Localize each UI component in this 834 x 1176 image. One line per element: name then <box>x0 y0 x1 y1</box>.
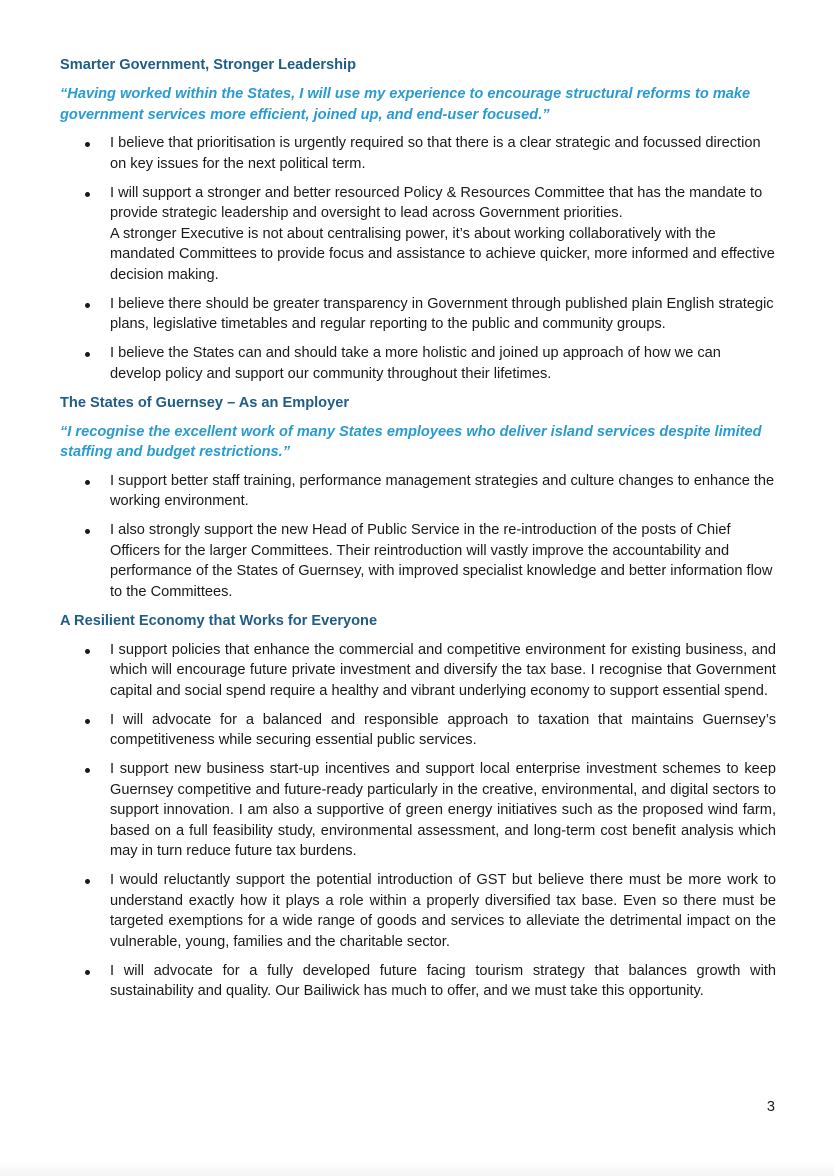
bullet-dot-icon <box>85 303 90 308</box>
page-content <box>60 55 776 1010</box>
section-smarter-government <box>60 55 776 384</box>
bullet-text: I will advocate for a fully developed future facing tourism strategy that balances growth with sustainability and quality. Our Bailiwick has much to offer, and we must take this opportunity. <box>110 962 776 999</box>
bullet-dot-icon <box>85 480 90 485</box>
bullet-dot-icon <box>85 970 90 975</box>
bullet-text: I support new business start-up incentives and support local enterprise investment schemes to keep Guernsey competitive and future-ready particularly in the creative, environmental, and digital sectors to support innovation. I am also a supportive of green energy initiatives such as the proposed wind farm, based on a full feasibility study, environmental assessment, and long-term cost benefit analysis which may in turn reduce future tax burdens. <box>110 761 776 859</box>
section-quote: “I recognise the excellent work of many States employees who deliver island services despite limited staffing and budget restrictions.” <box>60 423 762 460</box>
bullet-text: I would reluctantly support the potential introduction of GST but believe there must be more work to understand exactly how it plays a role within a properly diversified tax base. Even so there must be targeted exemptions for a wide range of goods and services to alleviate the detrimental impact on the vulnerable, young, families and the charitable sector. <box>110 872 776 950</box>
bullet-item <box>60 183 776 286</box>
bullet-item <box>60 961 776 1002</box>
bullet-text: I will advocate for a balanced and responsible approach to taxation that maintains Guernsey’s competitiveness while securing essential public services. <box>110 711 776 748</box>
bullet-dot-icon <box>85 352 90 357</box>
bullet-text: I believe the States can and should take a more holistic and joined up approach of how we can develop policy and support our community throughout their lifetimes. <box>110 345 721 382</box>
bullet-item <box>60 520 776 602</box>
page-bottom-edge <box>0 1162 834 1176</box>
bullet-text: I believe that prioritisation is urgently required so that there is a clear strategic and focussed direction on key issues for the next political term. <box>110 135 761 172</box>
section-heading: The States of Guernsey – As an Employer <box>60 394 349 411</box>
bullet-dot-icon <box>85 142 90 147</box>
bullet-item <box>60 870 776 952</box>
bullet-item <box>60 710 776 751</box>
bullet-text: I support policies that enhance the commercial and competitive environment for existing business, and which will encourage future private investment and diversify the tax base. I recognise that Government capital and social spend require a healthy and vibrant underlying economy to support essential spend. <box>110 641 776 699</box>
bullet-text-continuation: A stronger Executive is not about centralising power, it’s about working collaboratively with the mandated Committees to provide focus and assistance to achieve quicker, more informed and effective decision making. <box>110 225 775 283</box>
bullet-list <box>60 640 776 1002</box>
bullet-item <box>60 343 776 384</box>
bullet-dot-icon <box>85 768 90 773</box>
bullet-dot-icon <box>85 879 90 884</box>
bullet-list <box>60 133 776 384</box>
bullet-text: I also strongly support the new Head of Public Service in the re-introduction of the posts of Chief Officers for the larger Committees. Their reintroduction will vastly improve the accountability and performance of the States of Guernsey, with improved specialist knowledge and better information flow to the Committees. <box>110 522 773 600</box>
bullet-dot-icon <box>85 719 90 724</box>
bullet-dot-icon <box>85 529 90 534</box>
bullet-dot-icon <box>85 649 90 654</box>
bullet-item <box>60 640 776 702</box>
page-number: 3 <box>766 1099 775 1115</box>
section-heading: A Resilient Economy that Works for Everyone <box>60 612 378 629</box>
section-resilient-economy <box>60 611 776 1002</box>
bullet-dot-icon <box>85 192 90 197</box>
bullet-item <box>60 133 776 174</box>
section-quote: “Having worked within the States, I will use my experience to encourage structural reforms to make government services more efficient, joined up, and end-user focused.” <box>60 86 751 123</box>
bullet-item <box>60 759 776 862</box>
section-heading: Smarter Government, Stronger Leadership <box>60 57 357 73</box>
bullet-text: I believe there should be greater transparency in Government through published plain English strategic plans, legislative timetables and regular reporting to the public and community groups. <box>110 295 774 332</box>
bullet-item <box>60 471 776 512</box>
section-states-employer <box>60 393 776 603</box>
bullet-text: I support better staff training, performance management strategies and culture changes to enhance the working environment. <box>110 472 775 509</box>
bullet-list <box>60 471 776 603</box>
bullet-item <box>60 294 776 335</box>
bullet-text: I will support a stronger and better resourced Policy & Resources Committee that has the mandate to provide strategic leadership and oversight to lead across Government priorities. <box>110 184 763 221</box>
